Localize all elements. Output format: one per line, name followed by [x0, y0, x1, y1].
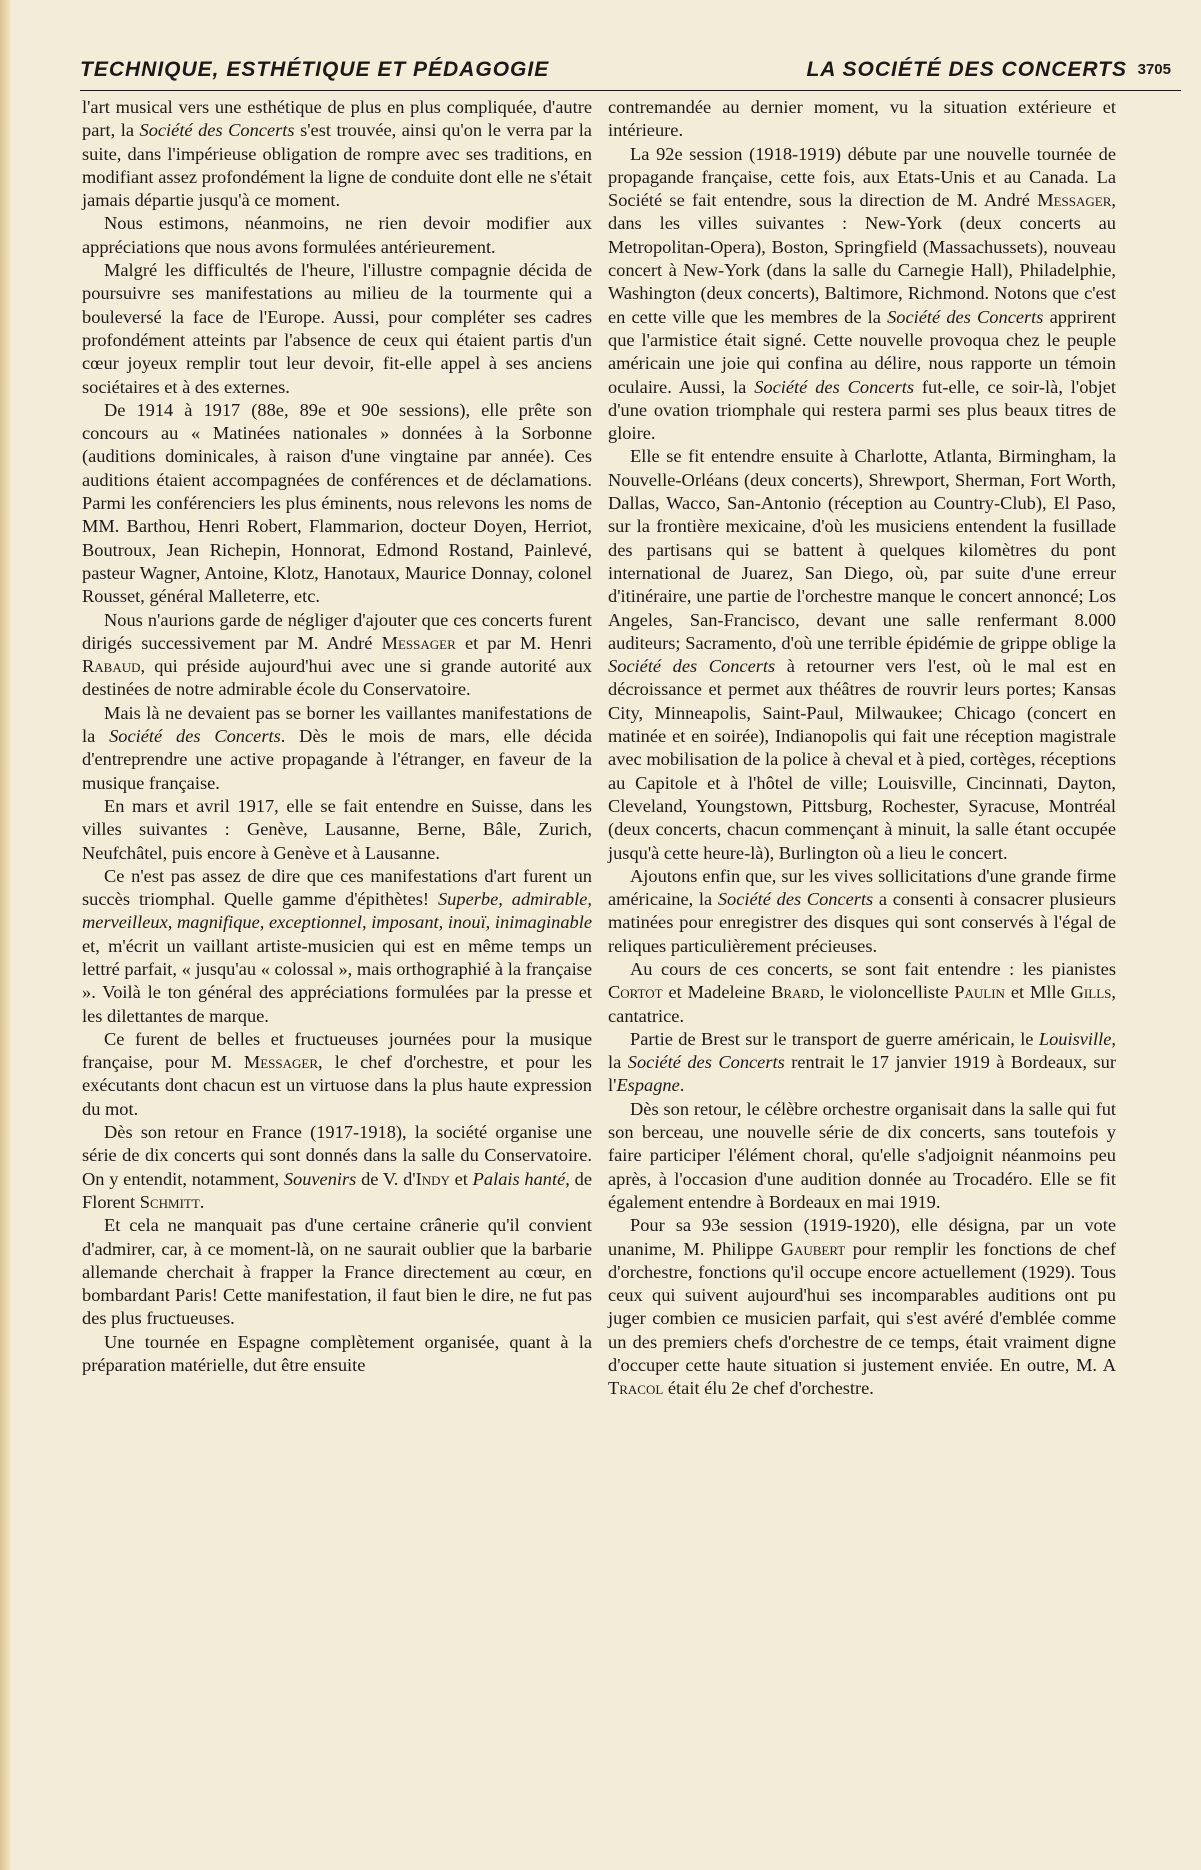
- small-caps-name: Tracol: [608, 1378, 664, 1399]
- paragraph: En mars et avril 1917, elle se fait entendre en Suisse, dans les villes suivantes : Genève, Lausanne, Berne, Bâle, Zurich, Neufchâtel, puis encore à Genève et à Lausanne.: [82, 795, 592, 863]
- running-title-left: TECHNIQUE, ESTHÉTIQUE ET PÉDAGOGIE: [80, 58, 550, 81]
- italic-title: Souvenirs: [283, 1168, 357, 1189]
- paragraph: Nous n'aurions garde de négliger d'ajouter que ces concerts furent dirigés successivement par M. André Messager et par M. Henri Rabaud, qui préside aujourd'hui avec une si grande autorité aux destinées de notre admirable école du Conservatoire.: [82, 609, 592, 700]
- italic-title: Palais hanté: [472, 1168, 566, 1189]
- italic-title: Société des Concerts: [608, 656, 776, 677]
- small-caps-name: Rabaud: [82, 656, 141, 677]
- italic-title: Société des Concerts: [627, 1052, 785, 1073]
- small-caps-name: Indy: [415, 1168, 450, 1189]
- paragraph: Elle se fit entendre ensuite à Charlotte, Atlanta, Birmingham, la Nouvelle-Orléans (deux concerts), Shrewport, Sherman, Fort Worth, Dallas, Wacco, San-Antonio (réception au Country-Club), El Paso, sur la frontière mexicaine, d'où les musiciens entendent la fusillade des partisans qui se battent à quelques kilomètres du pont international de Juarez, San Diego, où, par suite d'une erreur d'itinéraire, une partie de l'orchestre manque le concert annoncé; Los Angeles, San-Francisco, devant une salle renfermant 8.000 auditeurs; Sacramento, d'où une terrible épidémie de grippe oblige la Société des Concerts à retourner vers l'est, où le mal est en décroissance et permet aux théâtres de rouvrir leurs portes; Kansas City, Minneapolis, Saint-Paul, Milwaukee; Chicago (concert en matinée et en soirée), Indianopolis qui fait une réception magistrale avec mobilisation de la police à cheval et à pied, cortèges, réceptions au Capitole et à l'hôtel de ville; Louisville, Cincinnati, Dayton, Cleveland, Youngstown, Pittsburg, Rochester, Syracuse, Montréal (deux concerts, chacun commençant à minuit, la salle étant occupée jusqu'à cette heure-là), Burlington où a lieu le concert.: [608, 446, 1116, 863]
- small-caps-name: Messager: [243, 1052, 319, 1073]
- small-caps-name: Messager: [381, 632, 456, 653]
- paragraph: Dès son retour, le célèbre orchestre organisait dans la salle qui fut son berceau, une nouvelle série de dix concerts, sans toutefois y faire participer l'élément choral, qu'elle s'adjoignit néanmoins peu après, à l'occasion d'une audition donnée au Trocadéro. Elle se fit également entendre à Bordeaux en mai 1919.: [608, 1098, 1116, 1212]
- small-caps-name: Schmitt: [139, 1191, 200, 1212]
- italic-title: Société des Concerts: [717, 889, 874, 910]
- paragraph: Une tournée en Espagne complètement organisée, quant à la préparation matérielle, dut être ensuite: [82, 1331, 592, 1376]
- page-binding-edge: [0, 0, 10, 1870]
- paragraph: Ce n'est pas assez de dire que ces manifestations d'art furent un succès triomphal. Quelle gamme d'épithètes! Superbe, admirable, merveilleux, magnifique, exceptionnel, imposant, inouï, inimaginable et, m'écrit un vaillant artiste-musicien qui est en même temps un lettré parfait, « jusqu'au « colossal », mais orthographié à la française ». Voilà le ton général des appréciations formulées par la presse et les dilettantes de marque.: [82, 865, 592, 1026]
- italic-title: Espagne: [616, 1075, 680, 1096]
- italic-title: Société des Concerts: [139, 120, 295, 141]
- italic-title: Société des Concerts: [887, 306, 1044, 327]
- small-caps-name: Paulin: [954, 982, 1005, 1003]
- paragraph: Ajoutons enfin que, sur les vives sollicitations d'une grande firme américaine, la Société des Concerts a consenti à consacrer plusieurs matinées pour enregistrer des disques qui sont conservés à l'égal de reliques particulièrement précieuses.: [608, 865, 1117, 956]
- italic-title: Société des Concerts: [109, 726, 281, 747]
- small-caps-name: Cortot: [608, 982, 663, 1003]
- paragraph: contremandée au dernier moment, vu la situation extérieure et intérieure.: [608, 97, 1116, 141]
- paragraph: Ce furent de belles et fructueuses journées pour la musique française, pour M. Messager, le chef d'orchestre, et pour les exécutants dont chacun est un virtuose dans la plus haute expression du mot.: [82, 1028, 592, 1119]
- paragraph: Nous estimons, néanmoins, ne rien devoir modifier aux appréciations que nous avons formulées antérieurement.: [82, 213, 592, 257]
- paragraph: l'art musical vers une esthétique de plus en plus compliquée, d'autre part, la Société des Concerts s'est trouvée, ainsi qu'on le verra par la suite, dans l'impérieuse obligation de rompre avec ses traditions, en modifiant assez profondément la ligne de conduite dont elle ne s'était jamais départie jusqu'à ce moment.: [82, 97, 592, 211]
- italic-title: Louisville,: [1038, 1028, 1116, 1049]
- small-caps-name: Gills: [1070, 982, 1112, 1003]
- italic-title: Superbe, admirable, merveilleux, magnifique, exceptionnel, imposant, inouï, inimaginable: [82, 889, 592, 933]
- header-rule: [80, 90, 1181, 91]
- small-caps-name: Brard: [771, 982, 820, 1003]
- paragraph: Dès son retour en France (1917-1918), la société organise une série de dix concerts qui sont donnés dans la salle du Conservatoire. On y entendit, notamment, Souvenirs de V. d'Indy et Palais hanté, de Florent Schmitt.: [82, 1122, 592, 1212]
- paragraph: Au cours de ces concerts, se sont fait entendre : les pianistes Cortot et Madeleine Brard, le violoncelliste Paulin et Mlle Gills, cantatrice.: [608, 958, 1116, 1026]
- page-number: 3705: [1137, 61, 1171, 78]
- left-column: [82, 96, 592, 1377]
- right-column: [608, 96, 1116, 1401]
- italic-title: Société des Concerts: [754, 376, 915, 397]
- paragraph: La 92e session (1918-1919) débute par une nouvelle tournée de propagande française, cette fois, aux Etats-Unis et au Canada. La Société se fait entendre, sous la direction de M. André Messager, dans les villes suivantes : New-York (deux concerts au Metropolitan-Opera), Boston, Springfield (Massachussets), nouveau concert à New-York (dans la salle du Carnegie Hall), Philadelphie, Washington (deux concerts), Baltimore, Richmond. Notons que c'est en cette ville que les membres de la Société des Concerts apprirent que l'armistice était signé. Cette nouvelle provoqua chez le peuple américain une joie qui confina au délire, nous rapporte un témoin oculaire. Aussi, la Société des Concerts fut-elle, ce soir-là, l'objet d'une ovation triomphale qui restera parmi ses plus beaux titres de gloire.: [608, 143, 1116, 444]
- paragraph: Et cela ne manquait pas d'une certaine crânerie qu'il convient d'admirer, car, à ce moment-là, on ne saurait oublier que la barbarie allemande cherchait à frapper la France directement au cœur, en bombardant Paris! Cette manifestation, il faut bien le dire, ne fut pas des plus fructueuses.: [82, 1215, 592, 1329]
- small-caps-name: Gaubert: [780, 1238, 846, 1259]
- paragraph: Malgré les difficultés de l'heure, l'illustre compagnie décida de poursuivre ses manifestations au milieu de la tourmente qui a bouleversé la face de l'Europe. Aussi, pour compléter ses cadres profondément atteints par l'absence de ceux qui étaient partis d'un cœur joyeux remplir tout leur devoir, fit-elle appel à ses anciens sociétaires et à des externes.: [82, 260, 592, 397]
- running-header: [80, 58, 1171, 88]
- paragraph: Pour sa 93e session (1919-1920), elle désigna, par un vote unanime, M. Philippe Gaubert pour remplir les fonctions de chef d'orchestre, fonctions qu'il occupe encore actuellement (1929). Tous ceux qui suivent aujourd'hui ses incomparables auditions ont pu juger combien ce musicien parfait, qui s'est avéré d'emblée comme un des premiers chefs d'orchestre de ce temps, était vraiment digne d'occuper cette haute situation si justement enviée. En outre, M. A Tracol était élu 2e chef d'orchestre.: [608, 1215, 1116, 1399]
- paragraph: Mais là ne devaient pas se borner les vaillantes manifestations de la Société des Concerts. Dès le mois de mars, elle décida d'entreprendre une active propagande à l'étranger, en faveur de la musique française.: [82, 702, 592, 793]
- running-title-right: LA SOCIÉTÉ DES CONCERTS: [806, 58, 1127, 81]
- small-caps-name: Messager: [1037, 190, 1112, 211]
- paragraph: De 1914 à 1917 (88e, 89e et 90e sessions), elle prête son concours au « Matinées nationales » données à la Sorbonne (auditions dominicales, à raison d'une vingtaine par année). Ces auditions étaient accompagnées de conférences et de déclamations. Parmi les conférenciers les plus éminents, nous relevons les noms de MM. Barthou, Henri Robert, Flammarion, docteur Doyen, Herriot, Boutroux, Jean Richepin, Honnorat, Edmond Rostand, Painlevé, pasteur Wagner, Antoine, Klotz, Hanotaux, Maurice Donnay, colonel Rousset, général Malleterre, etc.: [82, 399, 592, 607]
- paragraph: Partie de Brest sur le transport de guerre américain, le Louisville, la Société des Concerts rentrait le 17 janvier 1919 à Bordeaux, sur l'Espagne.: [608, 1028, 1116, 1096]
